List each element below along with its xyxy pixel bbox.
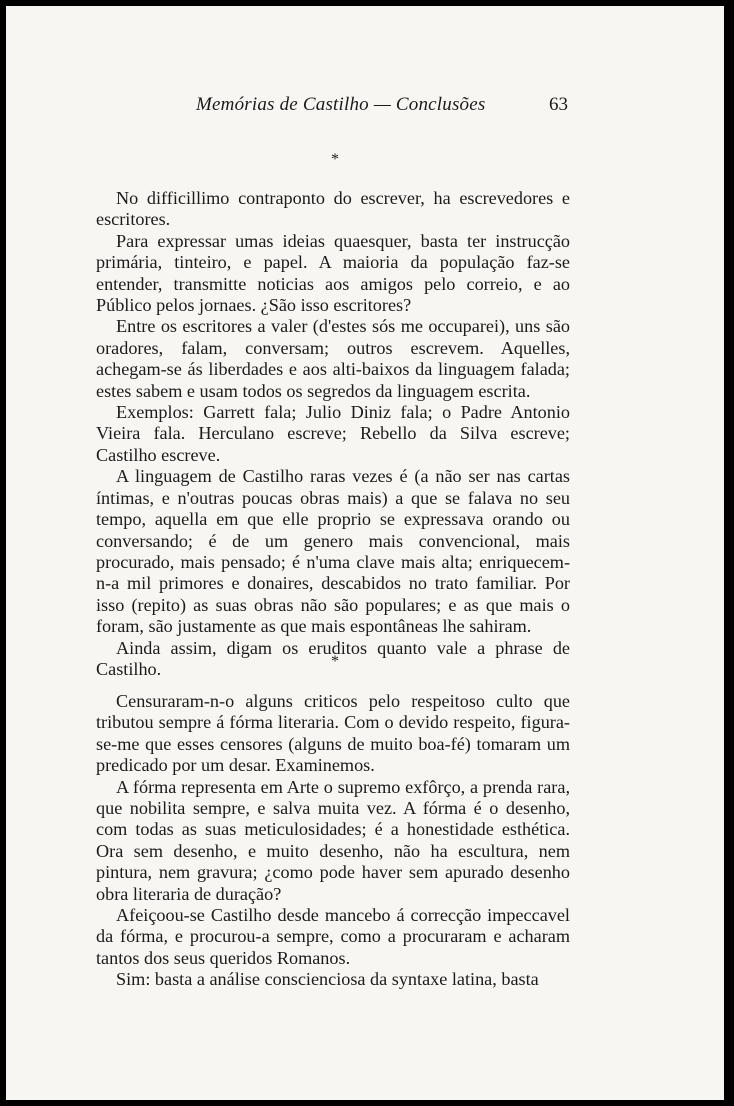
section-separator: *	[331, 653, 339, 670]
running-head	[6, 94, 724, 120]
paragraph: Censuraram-n-o alguns criticos pelo respeitoso culto que tributou sempre á fórma literaria. Com o devido respeito, figura-se-me que esses censores (alguns de muito boa-fé) tomaram um predicado por um desar. Examinemos.	[96, 691, 570, 776]
text-section-2	[96, 691, 570, 991]
paragraph: Para expressar umas ideias quaesquer, basta ter instrucção primária, tinteiro, e papel. A maioria da população faz-se entender, transmitte noticias aos amigos pelo correio, e ao Público pelos jornaes. ¿São isso escritores?	[96, 230, 570, 316]
paragraph: Entre os escritores a valer (d'estes sós me occuparei), uns são oradores, falam, conversam; outros escrevem. Aquelles, achegam-se ás liberdades e aos alti-baixos da linguagem falada; estes sabem e usam todos os segredos da linguagem escrita.	[96, 316, 570, 401]
section-separator: *	[331, 151, 339, 168]
paragraph: No difficillimo contraponto do escrever, ha escrevedores e escritores.	[96, 188, 570, 230]
text-section-1	[96, 188, 570, 680]
book-page	[6, 6, 724, 1100]
paragraph: A linguagem de Castilho raras vezes é (a não ser nas cartas íntimas, e n'outras poucas obras mais) a que se falava no seu tempo, aquella em que elle proprio se expressava orando ou conversando; é de um genero mais convencional, mais procurado, mais pensado; é n'uma clave mais alta; enriquecem-n-a mil primores e donaires, descabidos no trato familiar. Por isso (repito) as suas obras não são populares; e as que mais o foram, são justamente as que mais espontâneas lhe sahiram.	[96, 466, 570, 637]
paragraph: Sim: basta a análise conscienciosa da syntaxe latina, basta	[116, 969, 539, 990]
paragraph: Ainda assim, digam os eruditos quanto vale a phrase de Castilho.	[96, 637, 570, 679]
paragraph: Exemplos: Garrett fala; Julio Diniz fala; o Padre Antonio Vieira fala. Herculano escreve; Rebello da Silva escreve; Castilho escreve.	[96, 402, 570, 465]
paragraph: A fórma representa em Arte o supremo exfôrço, a prenda rara, que nobilita sempre, e salva muita vez. A fórma é o desenho, com todas as suas meticulosidades; é a honestidade esthética. Ora sem desenho, e muito desenho, não ha escultura, nem pintura, nem gravura; ¿como pode haver sem apurado desenho obra literaria de duração?	[96, 776, 570, 904]
paragraph: Afeiçoou-se Castilho desde mancebo á correcção impeccavel da fórma, e procurou-a sempre, como a procuraram e acharam tantos dos seus queridos Romanos.	[96, 905, 570, 968]
running-title: Memórias de Castilho — Conclusões	[196, 94, 486, 115]
page-number: 63	[549, 94, 568, 115]
